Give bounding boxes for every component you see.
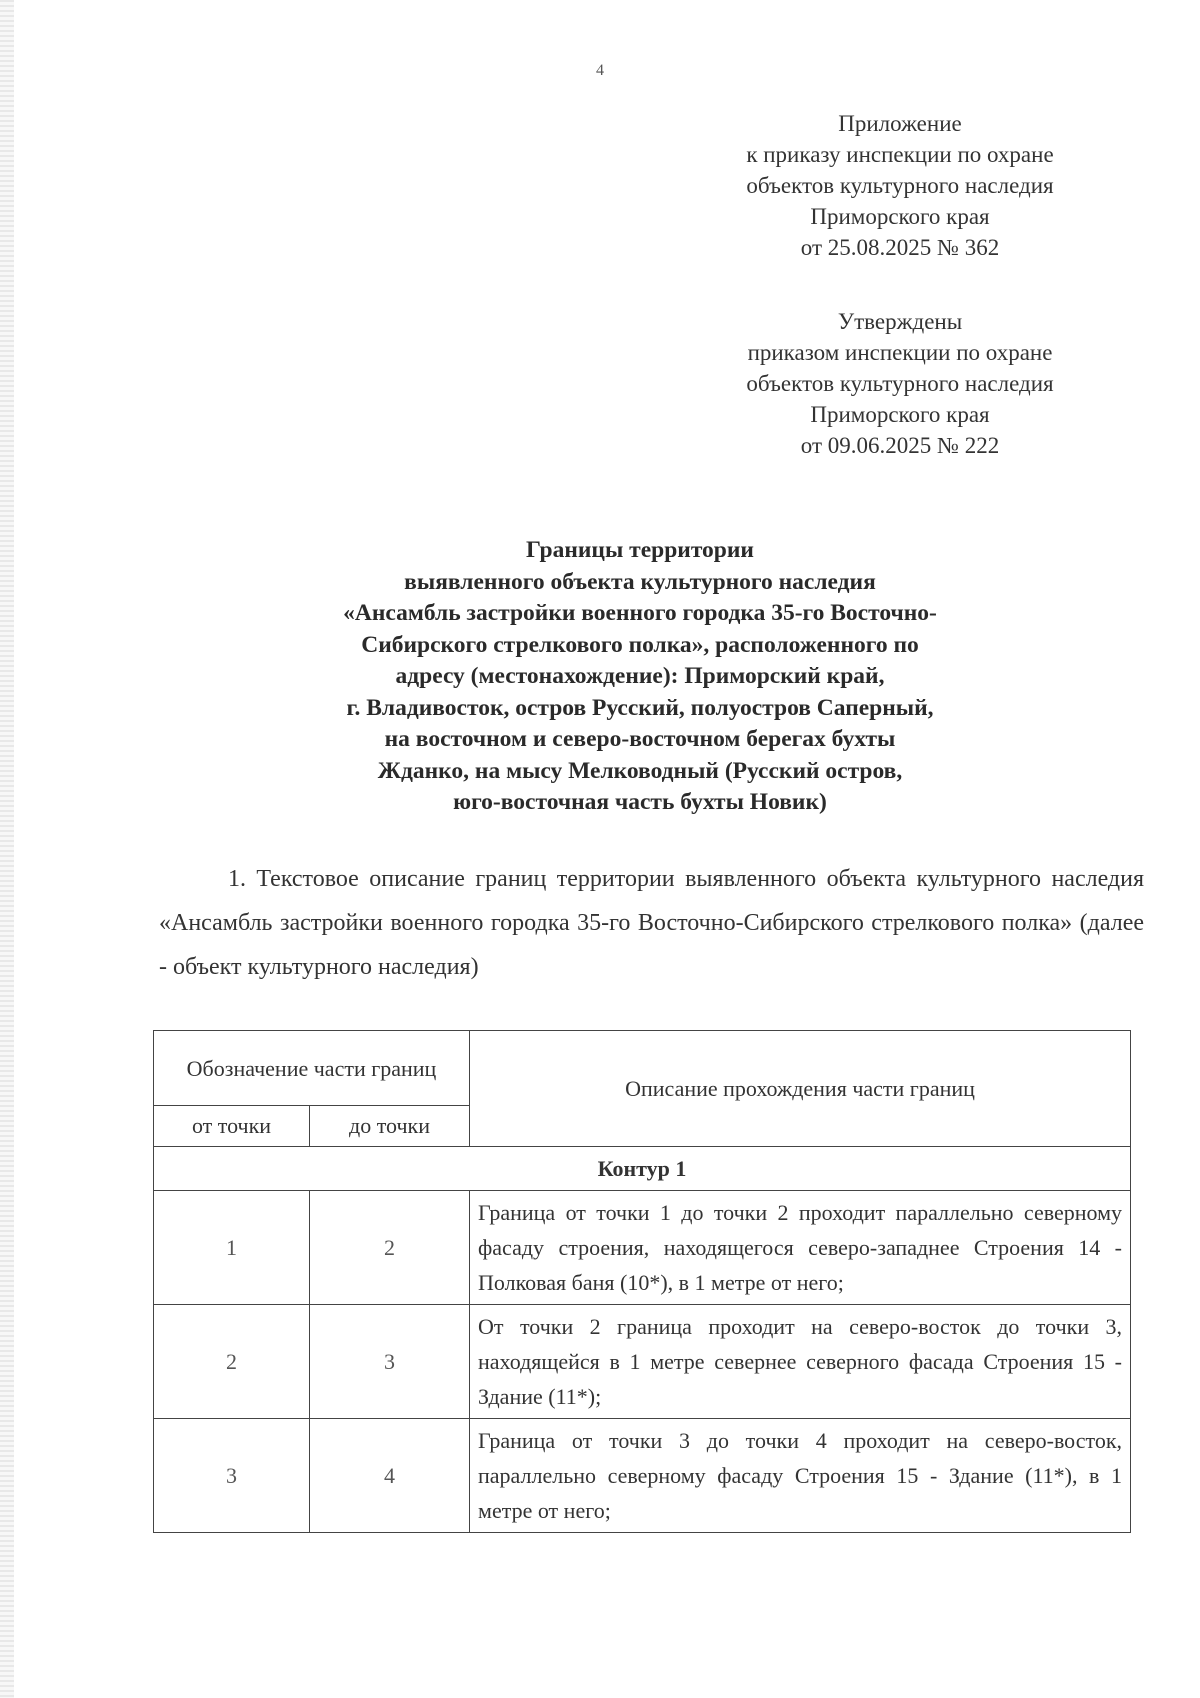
annex-line: Приложение [838,111,962,136]
table-row [154,1305,1131,1419]
scan-edge-artifact [0,0,14,1698]
annex-line: Приморского края [810,204,990,229]
title-line: Границы территории [526,537,754,563]
intro-paragraph: 1. Текстовое описание границ территории выявленного объекта культурного наследия «Ансамбль застройки военного городка 35-го Восточно-Сибирского стрелкового полка» (далее - объект культурного наследия) [159,866,1144,980]
from-point-cell: 3 [154,1419,310,1533]
title-line: адресу (местонахождение): Приморский край, [395,663,885,689]
from-point-cell: 1 [154,1191,310,1305]
header-description-cell: Описание прохождения части границ [470,1031,1131,1147]
title-line: Сибирского стрелкового полка», расположенного по [361,631,919,658]
to-point-cell: 3 [310,1305,470,1419]
title-line: юго-восточная часть бухты Новик) [453,789,827,815]
boundary-table [153,1030,1131,1533]
annex-line: объектов культурного наследия [746,173,1054,198]
description-cell: Граница от точки 1 до точки 2 проходит параллельно северному фасаду строения, находящегося северо-западнее Строения 14 - Полковая баня (10*), в 1 метре от него; [470,1191,1131,1305]
title-line: г. Владивосток, остров Русский, полуостров Саперный, [346,694,934,721]
header-from-cell: от точки [154,1106,310,1147]
description-cell: От точки 2 граница проходит на северо-восток до точки 3, находящейся в 1 метре севернее северного фасада Строения 15 - Здание (11*); [470,1305,1131,1419]
table-row [154,1191,1131,1305]
approved-line: от 09.06.2025 № 222 [800,433,1000,458]
header-part-cell: Обозначение части границ [154,1031,470,1106]
contour-label: Контур 1 [154,1147,1131,1191]
table-row [154,1419,1131,1533]
approved-block [680,306,1120,461]
document-title [150,535,1130,819]
annex-line: от 25.08.2025 № 362 [800,235,1000,260]
approved-line: объектов культурного наследия [746,371,1054,396]
annex-line: к приказу инспекции по охране [746,142,1054,167]
approved-line: Приморского края [810,402,990,427]
approved-line: приказом инспекции по охране [747,340,1053,365]
title-line: на восточном и северо-восточном берегах бухты [384,726,896,752]
page-number: 4 [596,62,604,79]
header-to-cell: до точки [310,1106,470,1147]
to-point-cell: 2 [310,1191,470,1305]
to-point-cell: 4 [310,1419,470,1533]
title-line: «Ансамбль застройки военного городка 35-го Восточно- [343,600,937,626]
contour-row [154,1147,1131,1191]
annex-block [680,108,1120,263]
table-header-row [154,1031,1131,1106]
description-cell: Граница от точки 3 до точки 4 проходит на северо-восток, параллельно северному фасаду Строения 15 - Здание (11*), в 1 метре от него; [470,1419,1131,1533]
from-point-cell: 2 [154,1305,310,1419]
approved-line: Утверждены [837,309,963,334]
title-line: выявленного объекта культурного наследия [404,568,876,595]
title-line: Жданко, на мысу Мелководный (Русский остров, [377,757,903,784]
